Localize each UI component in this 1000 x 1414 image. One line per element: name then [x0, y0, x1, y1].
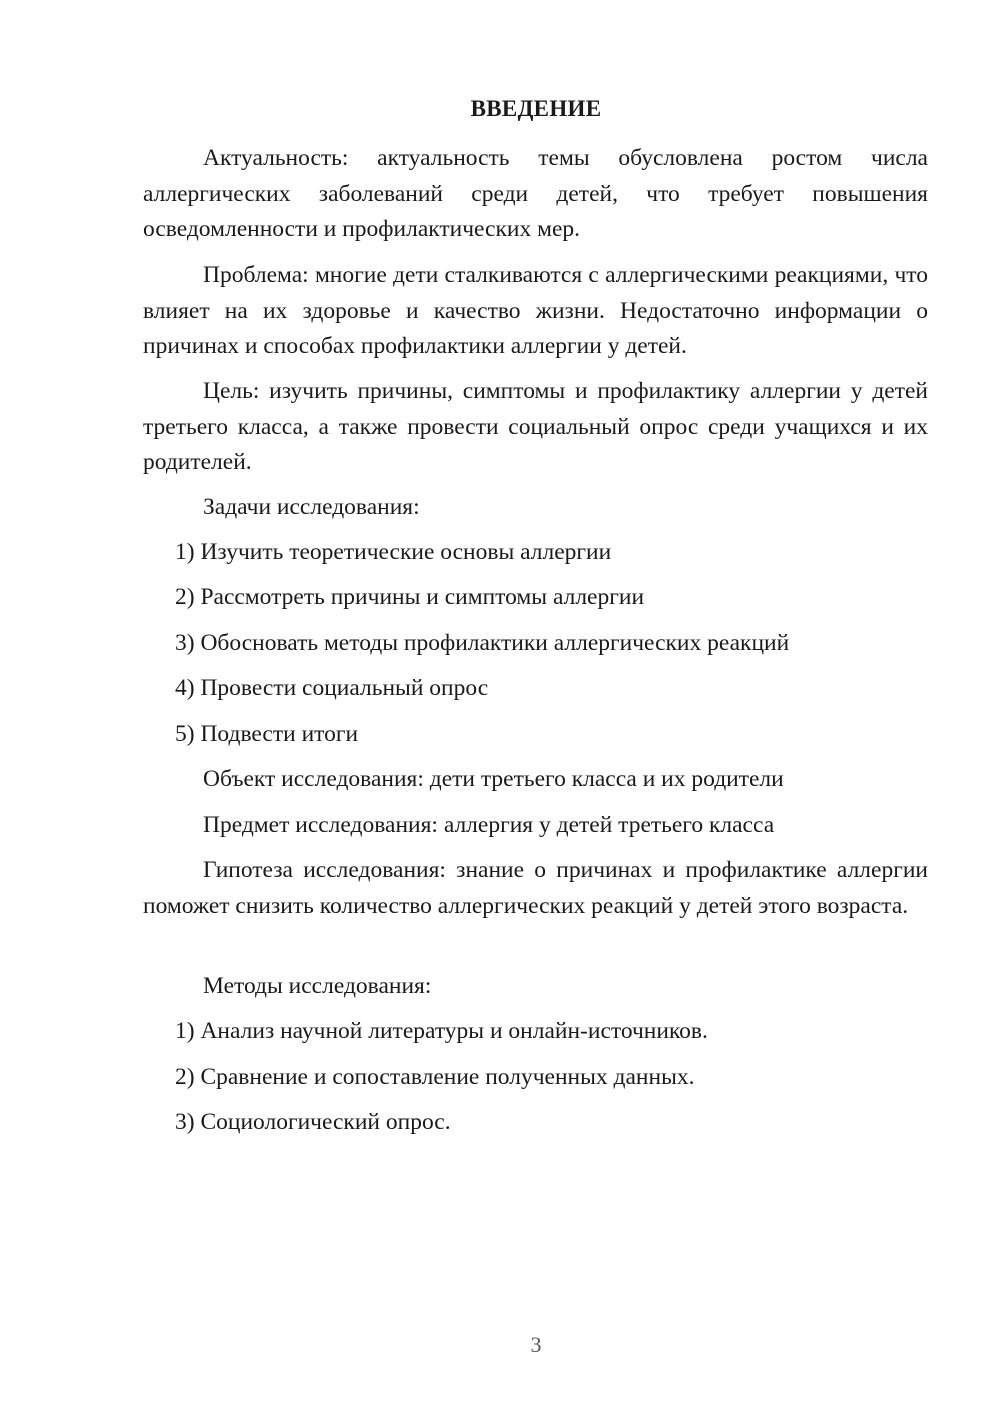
- goal-paragraph: Цель: изучить причины, симптомы и профилактику аллергии у детей третьего класса, а также провести социальный опрос среди учащихся и их родителей.: [143, 378, 928, 475]
- research-subject: Предмет исследования: аллергия у детей третьего класса: [203, 812, 775, 838]
- relevance-paragraph: Актуальность: актуальность темы обусловлена ростом числа аллергических заболеваний среди детей, что требует повышения осведомленности и профилактических мер.: [143, 145, 928, 242]
- methods-heading: Методы исследования:: [203, 973, 432, 999]
- task-item: 5) Подвести итоги: [175, 721, 359, 747]
- section-title: ВВЕДЕНИЕ: [470, 96, 602, 121]
- method-item: 1) Анализ научной литературы и онлайн-источников.: [175, 1018, 708, 1044]
- method-item: 2) Сравнение и сопоставление полученных данных.: [175, 1064, 695, 1090]
- task-item: 2) Рассмотреть причины и симптомы аллергии: [175, 584, 645, 610]
- task-item: 3) Обосновать методы профилактики аллергических реакций: [175, 630, 790, 656]
- task-item: 1) Изучить теоретические основы аллергии: [175, 539, 612, 565]
- hypothesis-paragraph: Гипотеза исследования: знание о причинах и профилактике аллергии поможет снизить количество аллергических реакций у детей этого возраста.: [143, 857, 928, 919]
- task-item: 4) Провести социальный опрос: [175, 675, 489, 701]
- method-item: 3) Социологический опрос.: [175, 1109, 451, 1135]
- page-number: 3: [530, 1332, 542, 1357]
- problem-paragraph: Проблема: многие дети сталкиваются с аллергическими реакциями, что влияет на их здоровье и качество жизни. Недостаточно информации о причинах и способах профилактики аллергии у детей.: [143, 262, 928, 359]
- tasks-heading: Задачи исследования:: [203, 494, 420, 520]
- research-object: Объект исследования: дети третьего класса и их родители: [203, 766, 784, 792]
